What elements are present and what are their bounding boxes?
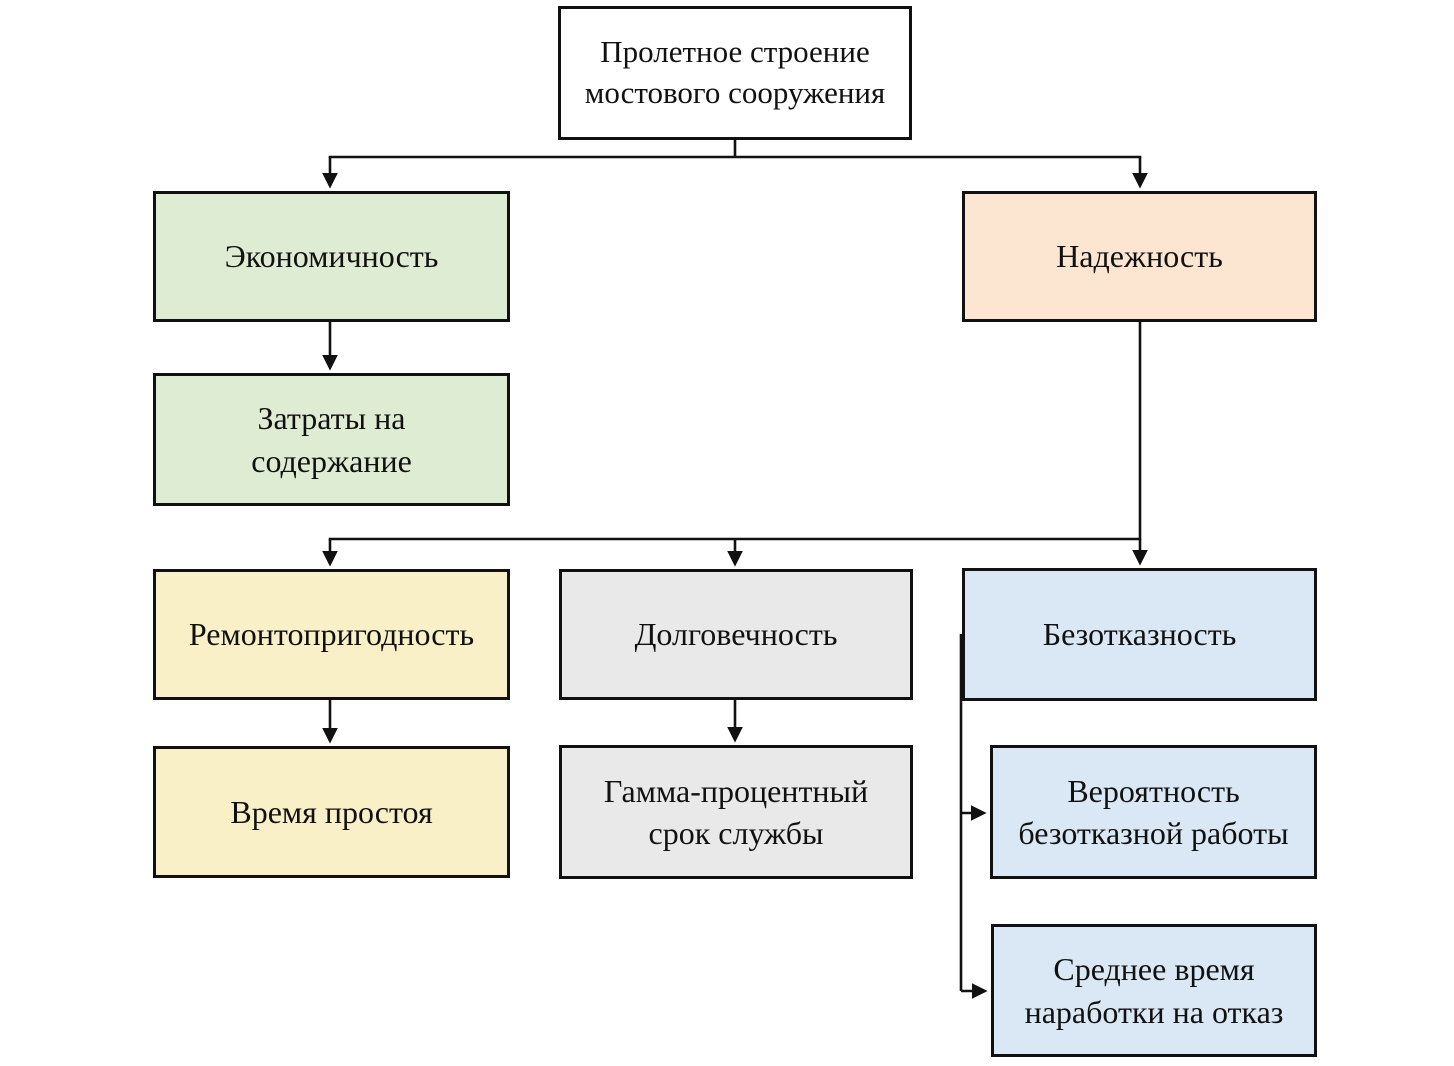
node-downtime-label: Время простоя (230, 793, 433, 830)
node-gamma-life-label: Гамма-процентный срок службы (603, 772, 869, 851)
node-reliability (962, 191, 1317, 322)
node-economy (153, 191, 510, 322)
node-mtbf-label: Среднее время наработки на отказ (1024, 951, 1284, 1030)
node-span-structure (558, 6, 912, 140)
node-economy-label: Экономичность (224, 238, 439, 275)
node-maintainability-label: Ремонтопригодность (188, 616, 475, 653)
node-gamma-life (559, 745, 913, 879)
node-maintenance-costs-label: Затраты на содержание (251, 400, 412, 479)
node-downtime (153, 746, 510, 878)
node-maintainability (153, 569, 510, 700)
node-failure-free-probability (990, 745, 1317, 879)
node-failure-free (962, 568, 1317, 701)
node-durability-label: Долговечность (634, 616, 838, 653)
node-mtbf (991, 924, 1317, 1057)
node-reliability-label: Надежность (1056, 238, 1223, 275)
node-span-structure-label: Пролетное строение мостового сооружения (584, 34, 886, 110)
node-failure-free-label: Безотказность (1042, 616, 1237, 653)
node-maintenance-costs (153, 373, 510, 506)
node-failure-free-probability-label: Вероятность безотказной работы (1018, 772, 1289, 851)
node-durability (559, 569, 913, 700)
